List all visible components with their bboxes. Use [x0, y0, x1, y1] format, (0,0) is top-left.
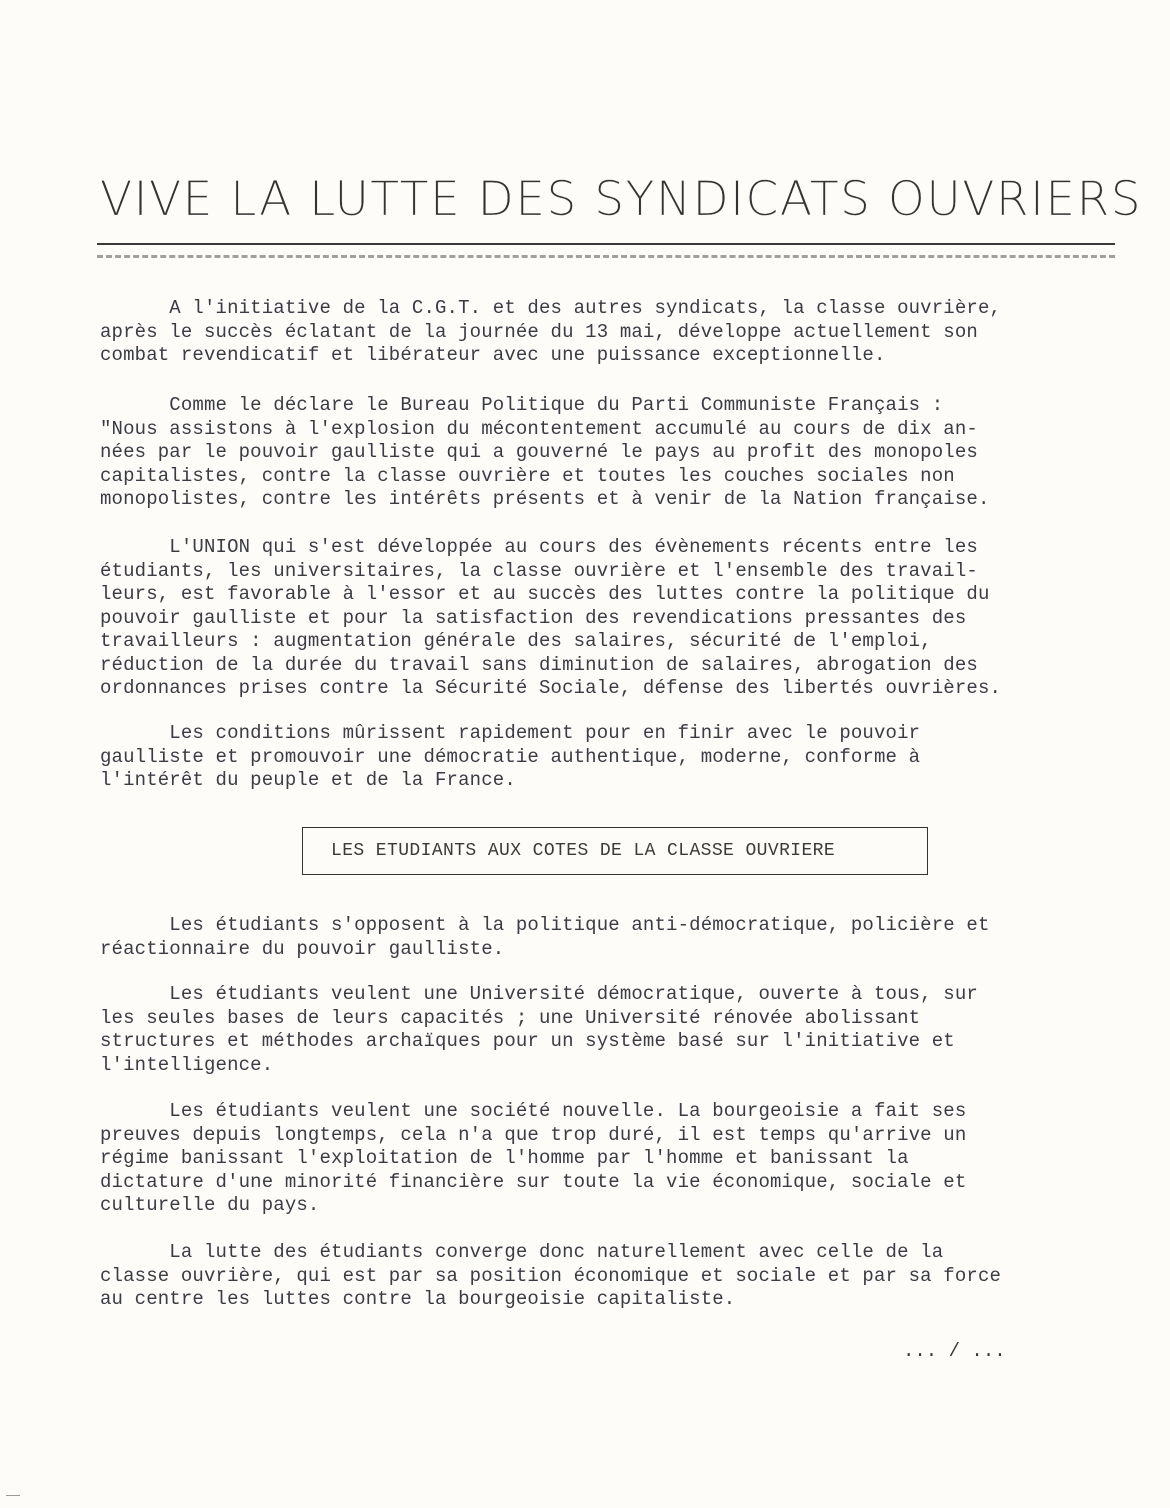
- continuation-mark: ... / ...: [903, 1340, 1006, 1362]
- paragraph-etudiants-opposent: Les étudiants s'opposent à la politique anti-démocratique, policière et réactionnaire du pouvoir gaulliste.: [100, 914, 990, 960]
- title-underline-dashed: [97, 255, 1115, 258]
- section-heading-box: [302, 827, 928, 875]
- paragraph-union: L'UNION qui s'est développée au cours des évènements récents entre les étudiants, les universitaires, la classe ouvrière et l'ensemble des travail- leurs, est favorable à l'essor et au succès des luttes contre la politique du pouvoir gaulliste et pour la satisfaction des revendications pressantes des travailleurs : augmentation générale des salaires, sécurité de l'emploi, réduction de la durée du travail sans diminution de salaires, abrogation des ordonnances prises contre la Sécurité Sociale, défense des libertés ouvrières.: [100, 536, 1002, 699]
- paragraph-bureau-politique: Comme le déclare le Bureau Politique du Parti Communiste Français : "Nous assistons à l'explosion du mécontentement accumulé au cours de dix an- nées par le pouvoir gaulliste qui a gouverné le pays au profit des monopoles capitalistes, contre la classe ouvrière et toutes les couches sociales non monopolistes, contre les intérêts présents et à venir de la Nation française.: [100, 394, 990, 510]
- paragraph-societe-nouvelle: Les étudiants veulent une société nouvelle. La bourgeoisie a fait ses preuves depuis longtemps, cela n'a que trop duré, il est temps qu'arrive un régime banissant l'exploitation de l'homme par l'homme et banissant la dictature d'une minorité financière sur toute la vie économique, sociale et culturelle du pays.: [100, 1100, 967, 1216]
- paragraph-cgt-initiative: A l'initiative de la C.G.T. et des autres syndicats, la classe ouvrière, après le succès éclatant de la journée du 13 mai, développe actuellement son combat revendicatif et libérateur avec une puissance exceptionnelle.: [100, 297, 1002, 366]
- page-edge-mark: [6, 1495, 20, 1496]
- paragraph-lutte-converge: La lutte des étudiants converge donc naturellement avec celle de la classe ouvrière, qui est par sa position économique et sociale et par sa force au centre les luttes contre la bourgeoisie capitaliste.: [100, 1241, 1002, 1310]
- page-title: VIVE LA LUTTE DES SYNDICATS OUVRIERS: [100, 172, 1143, 227]
- title-underline: [97, 243, 1115, 245]
- section-heading: LES ETUDIANTS AUX COTES DE LA CLASSE OUVRIERE: [331, 841, 836, 861]
- paragraph-conditions: Les conditions mûrissent rapidement pour en finir avec le pouvoir gaulliste et promouvoir une démocratie authentique, moderne, conforme à l'intérêt du peuple et de la France.: [100, 722, 921, 791]
- paragraph-universite-democratique: Les étudiants veulent une Université démocratique, ouverte à tous, sur les seules bases de leurs capacités ; une Université rénovée abolissant structures et méthodes archaïques pour un système basé sur l'initiative et l'intelligence.: [100, 983, 978, 1076]
